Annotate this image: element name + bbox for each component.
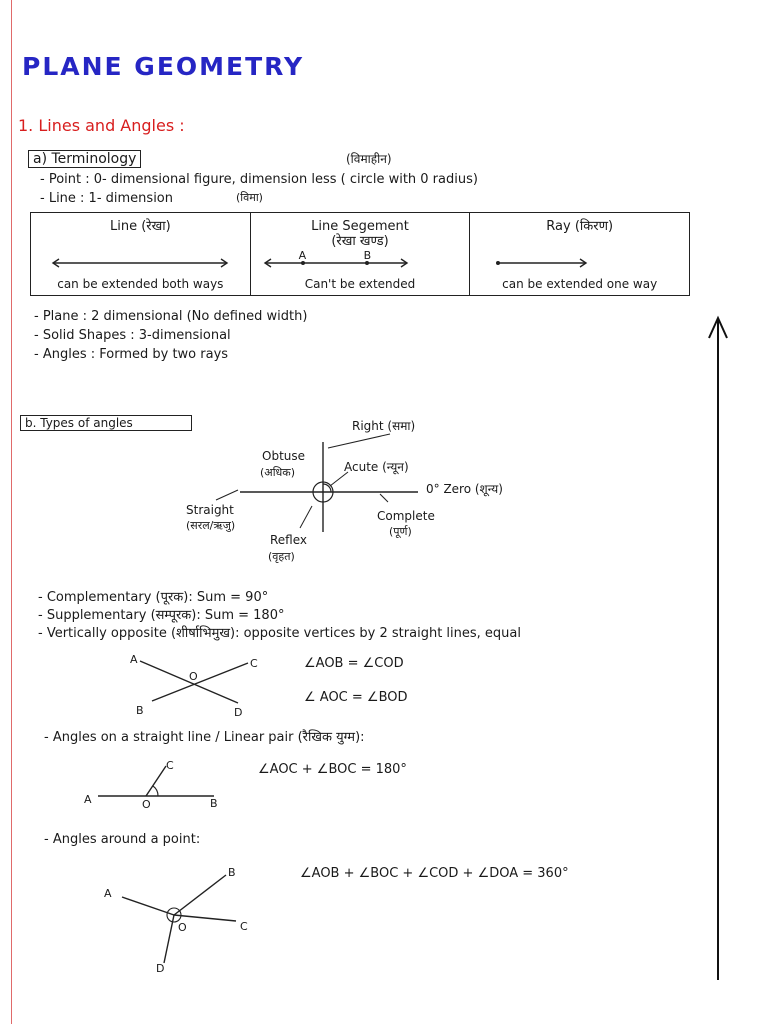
types-of-angles-label: b. Types of angles xyxy=(20,415,192,431)
line-caption: can be extended both ways xyxy=(57,277,224,291)
reflex-angle-label: Reflex xyxy=(270,533,308,547)
linear-point-o: O xyxy=(142,798,151,811)
around-point-b: B xyxy=(228,866,236,879)
angles-around-point-diagram xyxy=(110,865,250,970)
around-point-c: C xyxy=(240,920,248,933)
vertical-equation-2: ∠ AOC = ∠BOD xyxy=(304,690,408,705)
supplementary-definition: - Supplementary (सम्पूरक): Sum = 180° xyxy=(38,608,285,623)
obtuse-angle-hindi: (अधिक) xyxy=(260,466,296,479)
around-point-a: A xyxy=(104,887,112,900)
terminology-label: a) Terminology xyxy=(28,150,141,168)
vertically-opposite-definition: - Vertically opposite (शीर्षाभिमुख): opposite vertices by 2 straight lines, equal xyxy=(38,626,521,641)
right-angle-label: Right (समा) xyxy=(352,419,416,433)
point-definition: - Point : 0- dimensional figure, dimension less ( circle with 0 radius) xyxy=(40,172,478,187)
vertical-point-o: O xyxy=(189,670,198,683)
line-segment-diagram xyxy=(251,253,471,277)
linear-point-b: B xyxy=(210,797,218,810)
ray-heading: Ray (किरण) xyxy=(546,219,614,234)
reflex-angle-hindi: (वृहत) xyxy=(268,550,295,563)
around-point-o: O xyxy=(178,921,187,934)
terminology-hindi-note: (विमाहीन) xyxy=(346,152,392,166)
terminology-table xyxy=(30,212,690,296)
linear-pair-diagram xyxy=(90,760,230,810)
angles-definition: - Angles : Formed by two rays xyxy=(34,347,229,362)
page-title: PLANE GEOMETRY xyxy=(22,52,305,81)
linear-pair-definition: - Angles on a straight line / Linear pair (रैखिक युग्म): xyxy=(44,730,365,745)
complete-angle-hindi: (पूर्ण) xyxy=(389,525,412,538)
segment-point-b: B xyxy=(363,249,372,262)
table-cell-line-segment xyxy=(250,213,470,295)
ray-diagram xyxy=(470,253,690,273)
solid-definition: - Solid Shapes : 3-dimensional xyxy=(34,328,231,343)
section-heading: 1. Lines and Angles : xyxy=(18,116,185,135)
vertical-point-a: A xyxy=(130,653,138,666)
page-margin-line xyxy=(11,0,12,1024)
around-point-equation: ∠AOB + ∠BOC + ∠COD + ∠DOA = 360° xyxy=(300,866,569,881)
obtuse-angle-label: Obtuse xyxy=(262,449,306,463)
line-heading: Line (रेखा) xyxy=(109,219,171,234)
straight-angle-label: Straight xyxy=(186,503,234,517)
straight-angle-hindi: (सरल/ऋजु) xyxy=(186,519,236,532)
line-definition: - Line : 1- dimension xyxy=(40,191,173,206)
linear-pair-equation: ∠AOC + ∠BOC = 180° xyxy=(258,762,407,777)
vertical-arrow-icon xyxy=(706,312,730,984)
vertical-point-c: C xyxy=(250,657,258,670)
angles-around-point-definition: - Angles around a point: xyxy=(44,832,201,847)
line-segment-heading: Line Segement (रेखा खण्ड) xyxy=(311,219,409,249)
linear-point-c: C xyxy=(166,759,174,772)
vertical-equation-1: ∠AOB = ∠COD xyxy=(304,656,404,671)
vertical-point-b: B xyxy=(136,704,144,717)
linear-point-a: A xyxy=(84,793,92,806)
plane-definition: - Plane : 2 dimensional (No defined width) xyxy=(34,309,308,324)
segment-point-a: A xyxy=(298,249,307,262)
line-segment-caption: Can't be extended xyxy=(304,277,416,291)
acute-angle-label: Acute (न्यून) xyxy=(344,460,409,474)
complete-angle-label: Complete xyxy=(377,509,435,523)
vertical-point-d: D xyxy=(234,706,243,719)
table-cell-ray xyxy=(469,213,689,295)
complementary-definition: - Complementary (पूरक): Sum = 90° xyxy=(38,590,269,605)
table-cell-line xyxy=(31,213,250,295)
line-hindi-note: (विमा) xyxy=(236,191,263,204)
zero-angle-label: 0° Zero (शून्य) xyxy=(426,482,503,496)
around-point-d: D xyxy=(156,962,165,975)
ray-caption: can be extended one way xyxy=(502,277,658,291)
line-diagram xyxy=(31,253,251,273)
